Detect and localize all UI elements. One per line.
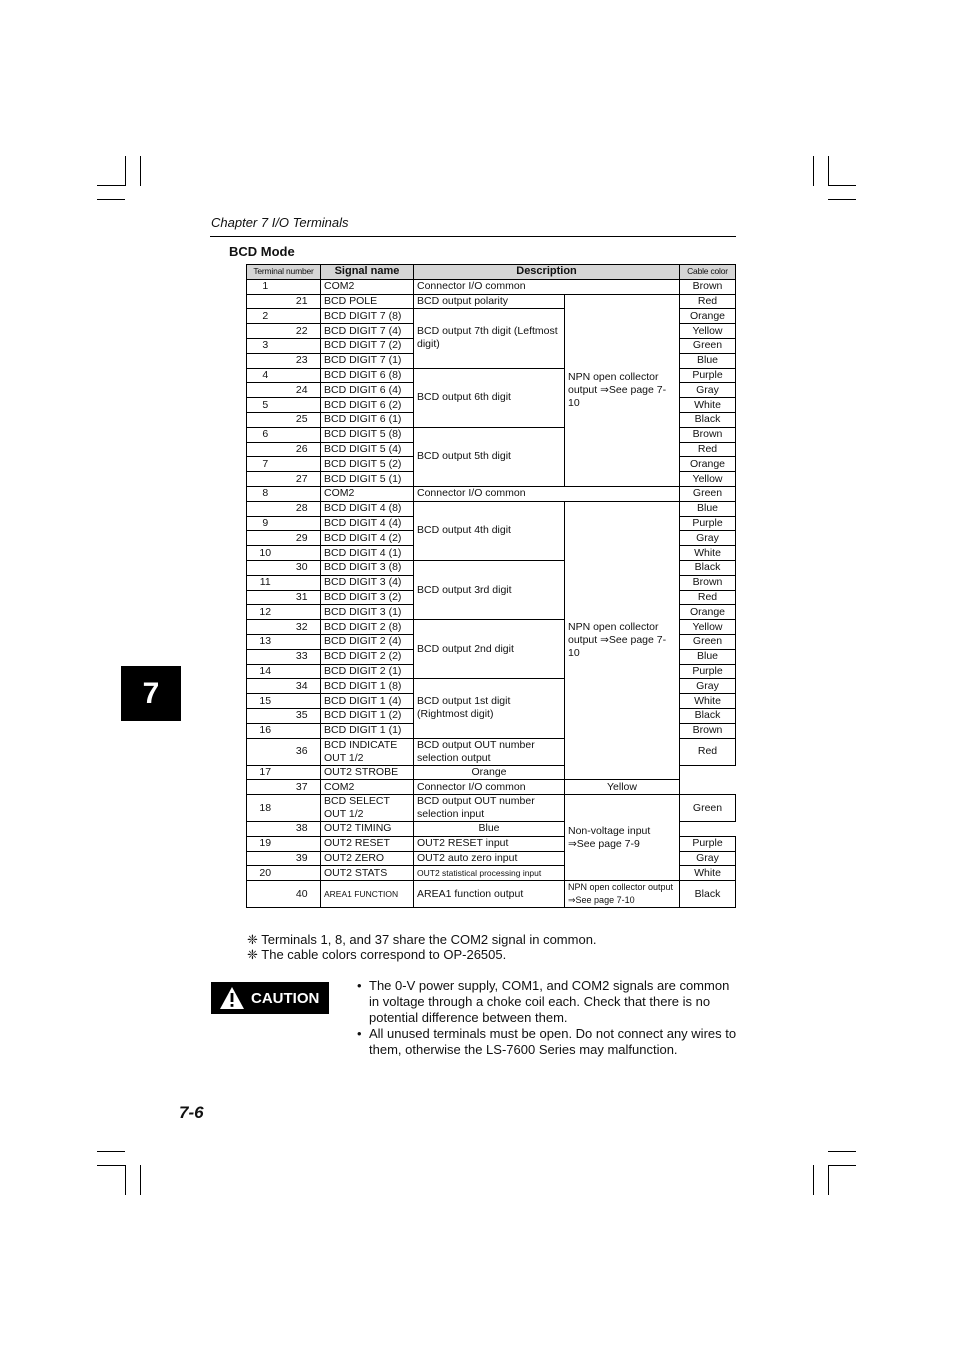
- cable-color: Yellow: [680, 324, 736, 339]
- cable-color: Blue: [414, 822, 565, 837]
- signal-name: COM2: [321, 780, 414, 795]
- signal-name: BCD DIGIT 3 (1): [321, 605, 414, 620]
- terminal-number-b: 40: [284, 881, 321, 908]
- header-cable-color: Cable color: [680, 265, 736, 280]
- terminal-number-b: 38: [284, 822, 321, 837]
- terminal-number-b: 30: [284, 560, 321, 575]
- terminal-number-b: 34: [284, 679, 321, 694]
- terminal-number-b: [284, 605, 321, 620]
- terminal-number-a: [247, 881, 284, 908]
- cable-color: Green: [680, 795, 736, 822]
- cable-color: Red: [680, 738, 736, 765]
- description: AREA1 function output: [414, 881, 565, 908]
- cable-color: Blue: [680, 353, 736, 368]
- signal-name: OUT2 STATS: [321, 866, 414, 881]
- caution-label: CAUTION: [251, 989, 320, 1007]
- description: BCD output 7th digit (Leftmost digit): [414, 309, 565, 368]
- terminal-number-a: [247, 780, 284, 795]
- signal-name: BCD DIGIT 6 (2): [321, 398, 414, 413]
- cable-color: Green: [680, 634, 736, 649]
- signal-name: BCD DIGIT 2 (8): [321, 620, 414, 635]
- terminal-number-a: 3: [247, 338, 284, 353]
- terminal-number-a: [247, 324, 284, 339]
- terminal-number-a: 5: [247, 398, 284, 413]
- terminal-number-b: [284, 765, 321, 780]
- terminal-number-a: [247, 442, 284, 457]
- cable-color: Red: [680, 294, 736, 309]
- cable-color: Green: [680, 338, 736, 353]
- description: OUT2 statistical processing input: [414, 866, 565, 881]
- terminal-number-a: 10: [247, 546, 284, 561]
- signal-name: BCD DIGIT 1 (2): [321, 708, 414, 723]
- description: BCD output polarity: [414, 294, 565, 309]
- caution-badge: [211, 982, 329, 1014]
- signal-name: BCD DIGIT 3 (4): [321, 575, 414, 590]
- terminal-number-a: [247, 531, 284, 546]
- cable-color: Yellow: [680, 620, 736, 635]
- chapter-header: Chapter 7 I/O Terminals: [211, 215, 349, 230]
- table-row: [247, 279, 736, 294]
- table-row: [247, 294, 736, 309]
- cable-color: Orange: [414, 765, 565, 780]
- description: BCD output 5th digit: [414, 427, 565, 486]
- caution-list: [357, 978, 737, 1058]
- signal-name: AREA1 FUNCTION: [321, 881, 414, 908]
- terminal-number-b: 25: [284, 412, 321, 427]
- description: BCD output 4th digit: [414, 501, 565, 560]
- terminal-number-b: 29: [284, 531, 321, 546]
- terminal-number-b: [284, 338, 321, 353]
- description: BCD output 6th digit: [414, 368, 565, 427]
- output-type-note: NPN open collector output ⇒See page 7-10: [565, 501, 680, 780]
- terminal-number-b: [284, 457, 321, 472]
- signal-name: BCD DIGIT 4 (4): [321, 516, 414, 531]
- description: Connector I/O common: [414, 486, 680, 501]
- terminal-number-a: 6: [247, 427, 284, 442]
- terminal-number-b: [284, 795, 321, 822]
- terminal-number-b: [284, 694, 321, 709]
- terminal-number-a: 18: [247, 795, 284, 822]
- cable-color: Green: [680, 486, 736, 501]
- terminal-number-b: [284, 866, 321, 881]
- cable-color: Gray: [680, 531, 736, 546]
- cable-color: Black: [680, 708, 736, 723]
- terminal-number-b: 32: [284, 620, 321, 635]
- cable-color: White: [680, 694, 736, 709]
- signal-name: COM2: [321, 486, 414, 501]
- signal-name: BCD DIGIT 2 (4): [321, 634, 414, 649]
- terminal-number-a: 16: [247, 723, 284, 738]
- terminal-number-b: 24: [284, 383, 321, 398]
- terminal-number-b: 26: [284, 442, 321, 457]
- signal-name: BCD INDICATE OUT 1/2: [321, 738, 414, 765]
- cable-color: Brown: [680, 427, 736, 442]
- description: BCD output OUT number selection output: [414, 738, 565, 765]
- signal-name: OUT2 TIMING: [321, 822, 414, 837]
- terminal-number-a: [247, 738, 284, 765]
- cable-color: Red: [680, 590, 736, 605]
- cable-color: Black: [680, 412, 736, 427]
- terminal-number-b: 37: [284, 780, 321, 795]
- terminal-number-a: [247, 294, 284, 309]
- terminal-number-a: 17: [247, 765, 284, 780]
- terminal-number-a: [247, 412, 284, 427]
- page-number: 7-6: [179, 1103, 204, 1122]
- description: Connector I/O common: [414, 279, 680, 294]
- cable-color: Brown: [680, 279, 736, 294]
- signal-name: BCD SELECT OUT 1/2: [321, 795, 414, 822]
- terminal-number-b: [284, 516, 321, 531]
- cable-color: Orange: [680, 457, 736, 472]
- terminal-number-a: [247, 708, 284, 723]
- section-title: BCD Mode: [229, 244, 295, 259]
- caution-item: • All unused terminals must be open. Do not connect any wires to them, otherwise the LS-7600 Series may malfunction.: [357, 1026, 737, 1058]
- terminal-number-a: [247, 679, 284, 694]
- cable-color: Brown: [680, 575, 736, 590]
- header-signal-name: Signal name: [321, 265, 414, 280]
- cable-color: Gray: [680, 383, 736, 398]
- signal-name: BCD DIGIT 7 (8): [321, 309, 414, 324]
- description: Connector I/O common: [414, 780, 565, 795]
- terminal-number-a: 1: [247, 279, 284, 294]
- output-type-note: NPN open collector output ⇒See page 7-10: [565, 294, 680, 486]
- signal-name: BCD DIGIT 7 (4): [321, 324, 414, 339]
- terminal-number-a: 20: [247, 866, 284, 881]
- cable-color: Yellow: [680, 472, 736, 487]
- description: BCD output 2nd digit: [414, 620, 565, 679]
- terminal-number-a: [247, 472, 284, 487]
- terminal-number-a: [247, 501, 284, 516]
- signal-name: OUT2 STROBE: [321, 765, 414, 780]
- terminal-number-b: [284, 546, 321, 561]
- terminal-number-b: 33: [284, 649, 321, 664]
- terminal-number-b: [284, 309, 321, 324]
- output-type-note: NPN open collector output ⇒See page 7-10: [565, 881, 680, 908]
- signal-name: BCD DIGIT 1 (8): [321, 679, 414, 694]
- signal-name: BCD DIGIT 4 (8): [321, 501, 414, 516]
- terminal-number-a: 11: [247, 575, 284, 590]
- table-row: [247, 780, 736, 795]
- cable-color: Orange: [680, 309, 736, 324]
- cable-color: Black: [680, 881, 736, 908]
- terminal-number-a: [247, 590, 284, 605]
- signal-name: BCD DIGIT 5 (1): [321, 472, 414, 487]
- cable-color: White: [680, 866, 736, 881]
- cable-color: Yellow: [565, 780, 680, 795]
- signal-name: BCD DIGIT 5 (8): [321, 427, 414, 442]
- cable-color: White: [680, 398, 736, 413]
- terminal-number-b: 21: [284, 294, 321, 309]
- terminal-number-b: [284, 723, 321, 738]
- chapter-tab: 7: [121, 666, 181, 721]
- cable-color: Orange: [680, 605, 736, 620]
- note-cable-colors: ❈ The cable colors correspond to OP-26505.: [247, 947, 507, 962]
- signal-name: BCD DIGIT 6 (8): [321, 368, 414, 383]
- terminal-number-b: 35: [284, 708, 321, 723]
- terminal-number-b: 23: [284, 353, 321, 368]
- terminal-number-b: 31: [284, 590, 321, 605]
- signal-name: BCD DIGIT 2 (2): [321, 649, 414, 664]
- cable-color: Gray: [680, 679, 736, 694]
- terminal-number-a: [247, 851, 284, 866]
- cable-color: Purple: [680, 368, 736, 383]
- signal-name: OUT2 RESET: [321, 836, 414, 851]
- cable-color: Red: [680, 442, 736, 457]
- terminal-number-a: [247, 560, 284, 575]
- terminal-number-a: 7: [247, 457, 284, 472]
- terminal-number-b: 27: [284, 472, 321, 487]
- terminal-number-b: 22: [284, 324, 321, 339]
- signal-name: BCD POLE: [321, 294, 414, 309]
- header-terminal-number: Terminal number: [247, 265, 321, 280]
- terminal-number-a: 14: [247, 664, 284, 679]
- header-rule: [210, 236, 736, 237]
- terminal-number-b: [284, 486, 321, 501]
- cable-color: Brown: [680, 723, 736, 738]
- cable-color: Purple: [680, 836, 736, 851]
- terminal-number-a: 19: [247, 836, 284, 851]
- terminal-number-b: [284, 427, 321, 442]
- description: OUT2 auto zero input: [414, 851, 565, 866]
- description: BCD output OUT number selection input: [414, 795, 565, 822]
- terminal-number-a: 15: [247, 694, 284, 709]
- terminal-number-a: [247, 353, 284, 368]
- terminal-number-a: 2: [247, 309, 284, 324]
- terminal-number-b: [284, 836, 321, 851]
- signal-name: BCD DIGIT 7 (1): [321, 353, 414, 368]
- terminal-number-b: [284, 279, 321, 294]
- description: BCD output 3rd digit: [414, 560, 565, 619]
- terminal-number-a: 8: [247, 486, 284, 501]
- cable-color: Purple: [680, 516, 736, 531]
- signal-name: BCD DIGIT 3 (2): [321, 590, 414, 605]
- warning-icon: [219, 986, 245, 1010]
- terminal-number-b: [284, 575, 321, 590]
- terminal-number-b: [284, 398, 321, 413]
- signal-name: BCD DIGIT 6 (1): [321, 412, 414, 427]
- terminal-number-a: [247, 620, 284, 635]
- cable-color: Purple: [680, 664, 736, 679]
- signal-name: BCD DIGIT 4 (2): [321, 531, 414, 546]
- signal-name: COM2: [321, 279, 414, 294]
- table-row: [247, 501, 736, 516]
- description: BCD output 1st digit (Rightmost digit): [414, 679, 565, 738]
- signal-name: BCD DIGIT 5 (4): [321, 442, 414, 457]
- terminal-number-b: 39: [284, 851, 321, 866]
- terminal-number-b: 28: [284, 501, 321, 516]
- description: OUT2 RESET input: [414, 836, 565, 851]
- terminal-number-b: [284, 634, 321, 649]
- output-type-note: Non-voltage input ⇒See page 7-9: [565, 795, 680, 881]
- header-description: Description: [414, 265, 680, 280]
- cable-color: Black: [680, 560, 736, 575]
- terminal-number-a: [247, 822, 284, 837]
- table-row: [247, 486, 736, 501]
- cable-color: Blue: [680, 501, 736, 516]
- terminal-number-a: 9: [247, 516, 284, 531]
- signal-name: BCD DIGIT 1 (1): [321, 723, 414, 738]
- terminal-number-b: [284, 664, 321, 679]
- terminal-number-a: 13: [247, 634, 284, 649]
- signal-name: BCD DIGIT 4 (1): [321, 546, 414, 561]
- signal-name: BCD DIGIT 2 (1): [321, 664, 414, 679]
- caution-item: • The 0-V power supply, COM1, and COM2 signals are common in voltage through a choke coil each. Check that there is no potential difference between them.: [357, 978, 737, 1026]
- terminal-number-a: [247, 383, 284, 398]
- signal-name: BCD DIGIT 3 (8): [321, 560, 414, 575]
- signal-name: OUT2 ZERO: [321, 851, 414, 866]
- terminal-number-b: [284, 368, 321, 383]
- cable-color: Blue: [680, 649, 736, 664]
- signal-name: BCD DIGIT 1 (4): [321, 694, 414, 709]
- cable-color: White: [680, 546, 736, 561]
- note-com2: ❈ Terminals 1, 8, and 37 share the COM2 signal in common.: [247, 932, 597, 947]
- table-notes: [247, 932, 597, 962]
- terminal-number-a: [247, 649, 284, 664]
- terminal-number-b: 36: [284, 738, 321, 765]
- terminal-number-a: 12: [247, 605, 284, 620]
- signal-name: BCD DIGIT 6 (4): [321, 383, 414, 398]
- signal-name: BCD DIGIT 7 (2): [321, 338, 414, 353]
- cable-color: Gray: [680, 851, 736, 866]
- io-terminal-table: [246, 264, 736, 908]
- terminal-number-a: 4: [247, 368, 284, 383]
- signal-name: BCD DIGIT 5 (2): [321, 457, 414, 472]
